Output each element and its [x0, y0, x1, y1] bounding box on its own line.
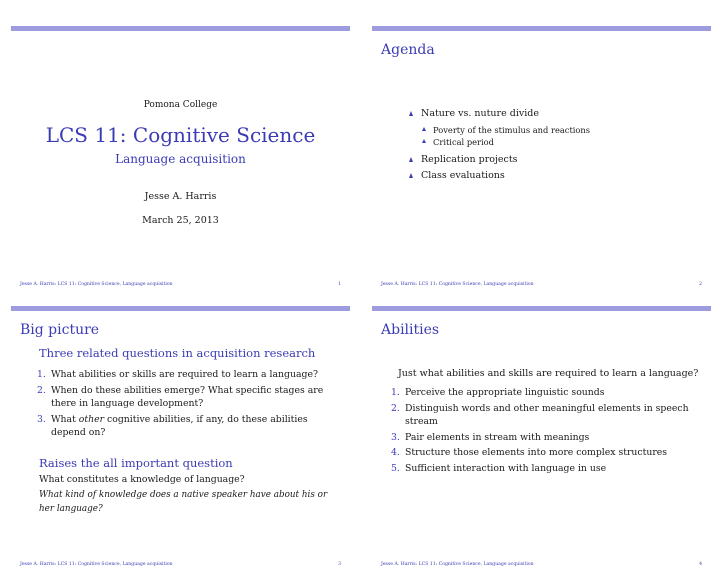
footer-text: Jesse A. Harris: LCS 11: Cognitive Science, Language acquisition — [20, 562, 173, 567]
page-number: 4 — [699, 562, 702, 567]
agenda-list — [421, 107, 590, 182]
slide-3 — [11, 306, 350, 568]
bullet-icon — [409, 157, 413, 162]
ability-item: 5. Sufficient interaction with language in use — [391, 462, 607, 474]
bullet-icon — [422, 139, 426, 143]
footer-text: Jesse A. Harris: LCS 11: Cognitive Science, Language acquisition — [381, 562, 534, 567]
slide-header-bar — [372, 26, 711, 31]
slide-4 — [372, 306, 711, 568]
slide-header-bar — [11, 306, 350, 311]
section-heading: Raises the all important question — [39, 456, 233, 470]
author: Jesse A. Harris — [144, 191, 217, 202]
question-item: 2. When do these abilities emerge? What specific stages are there in language development? — [37, 384, 324, 409]
question-item: 1. What abilities or skills are required to learn a language? — [37, 369, 318, 380]
ability-item: 3. Pair elements in stream with meanings — [391, 431, 590, 443]
slide-title: Big picture — [20, 322, 100, 338]
presentation-subtitle: Language acquisition — [115, 152, 246, 166]
ability-item: 1. Perceive the appropriate linguistic sounds — [391, 387, 605, 398]
slide-header-bar — [372, 306, 711, 311]
page-number: 1 — [338, 282, 341, 287]
bullet-icon — [409, 173, 413, 178]
agenda-subitem: Poverty of the stimulus and reactions — [433, 124, 590, 136]
ability-item: 2. Distinguish words and other meaningful elements in speech stream — [391, 402, 689, 427]
bullet-icon — [422, 127, 426, 131]
date: March 25, 2013 — [142, 215, 219, 226]
footer-text: Jesse A. Harris: LCS 11: Cognitive Science, Language acquisition — [381, 282, 534, 287]
ability-item: 4. Structure those elements into more complex structures — [391, 447, 668, 458]
questions-list — [28, 368, 328, 440]
agenda-subitem: Critical period — [433, 136, 590, 148]
slide-title: Abilities — [381, 322, 440, 338]
agenda-item: Nature vs. nuture divide — [421, 107, 590, 120]
institution: Pomona College — [143, 100, 218, 110]
page-number: 3 — [338, 562, 341, 567]
slide-1 — [11, 26, 350, 288]
abilities-list — [382, 386, 692, 475]
question-item: 3. What other cognitive abilities, if any, do these abilities depend on? — [37, 413, 308, 438]
agenda-item: Class evaluations — [421, 169, 590, 182]
section-heading: Three related questions in acquisition research — [39, 346, 316, 360]
slide-2 — [372, 26, 711, 288]
footer-text: Jesse A. Harris: LCS 11: Cognitive Science, Language acquisition — [20, 282, 173, 287]
question-text: What constitutes a knowledge of language? — [39, 474, 245, 485]
intro-question: Just what abilities and skills are required to learn a language? — [398, 368, 699, 379]
presentation-title: LCS 11: Cognitive Science — [45, 123, 316, 147]
agenda-item: Replication projects — [421, 153, 590, 166]
question-italic: What kind of knowledge does a native speaker have about his or her language? — [39, 490, 328, 514]
slide-title: Agenda — [381, 42, 435, 58]
slide-header-bar — [11, 26, 350, 31]
page-number: 2 — [699, 282, 702, 287]
bullet-icon — [409, 111, 413, 116]
